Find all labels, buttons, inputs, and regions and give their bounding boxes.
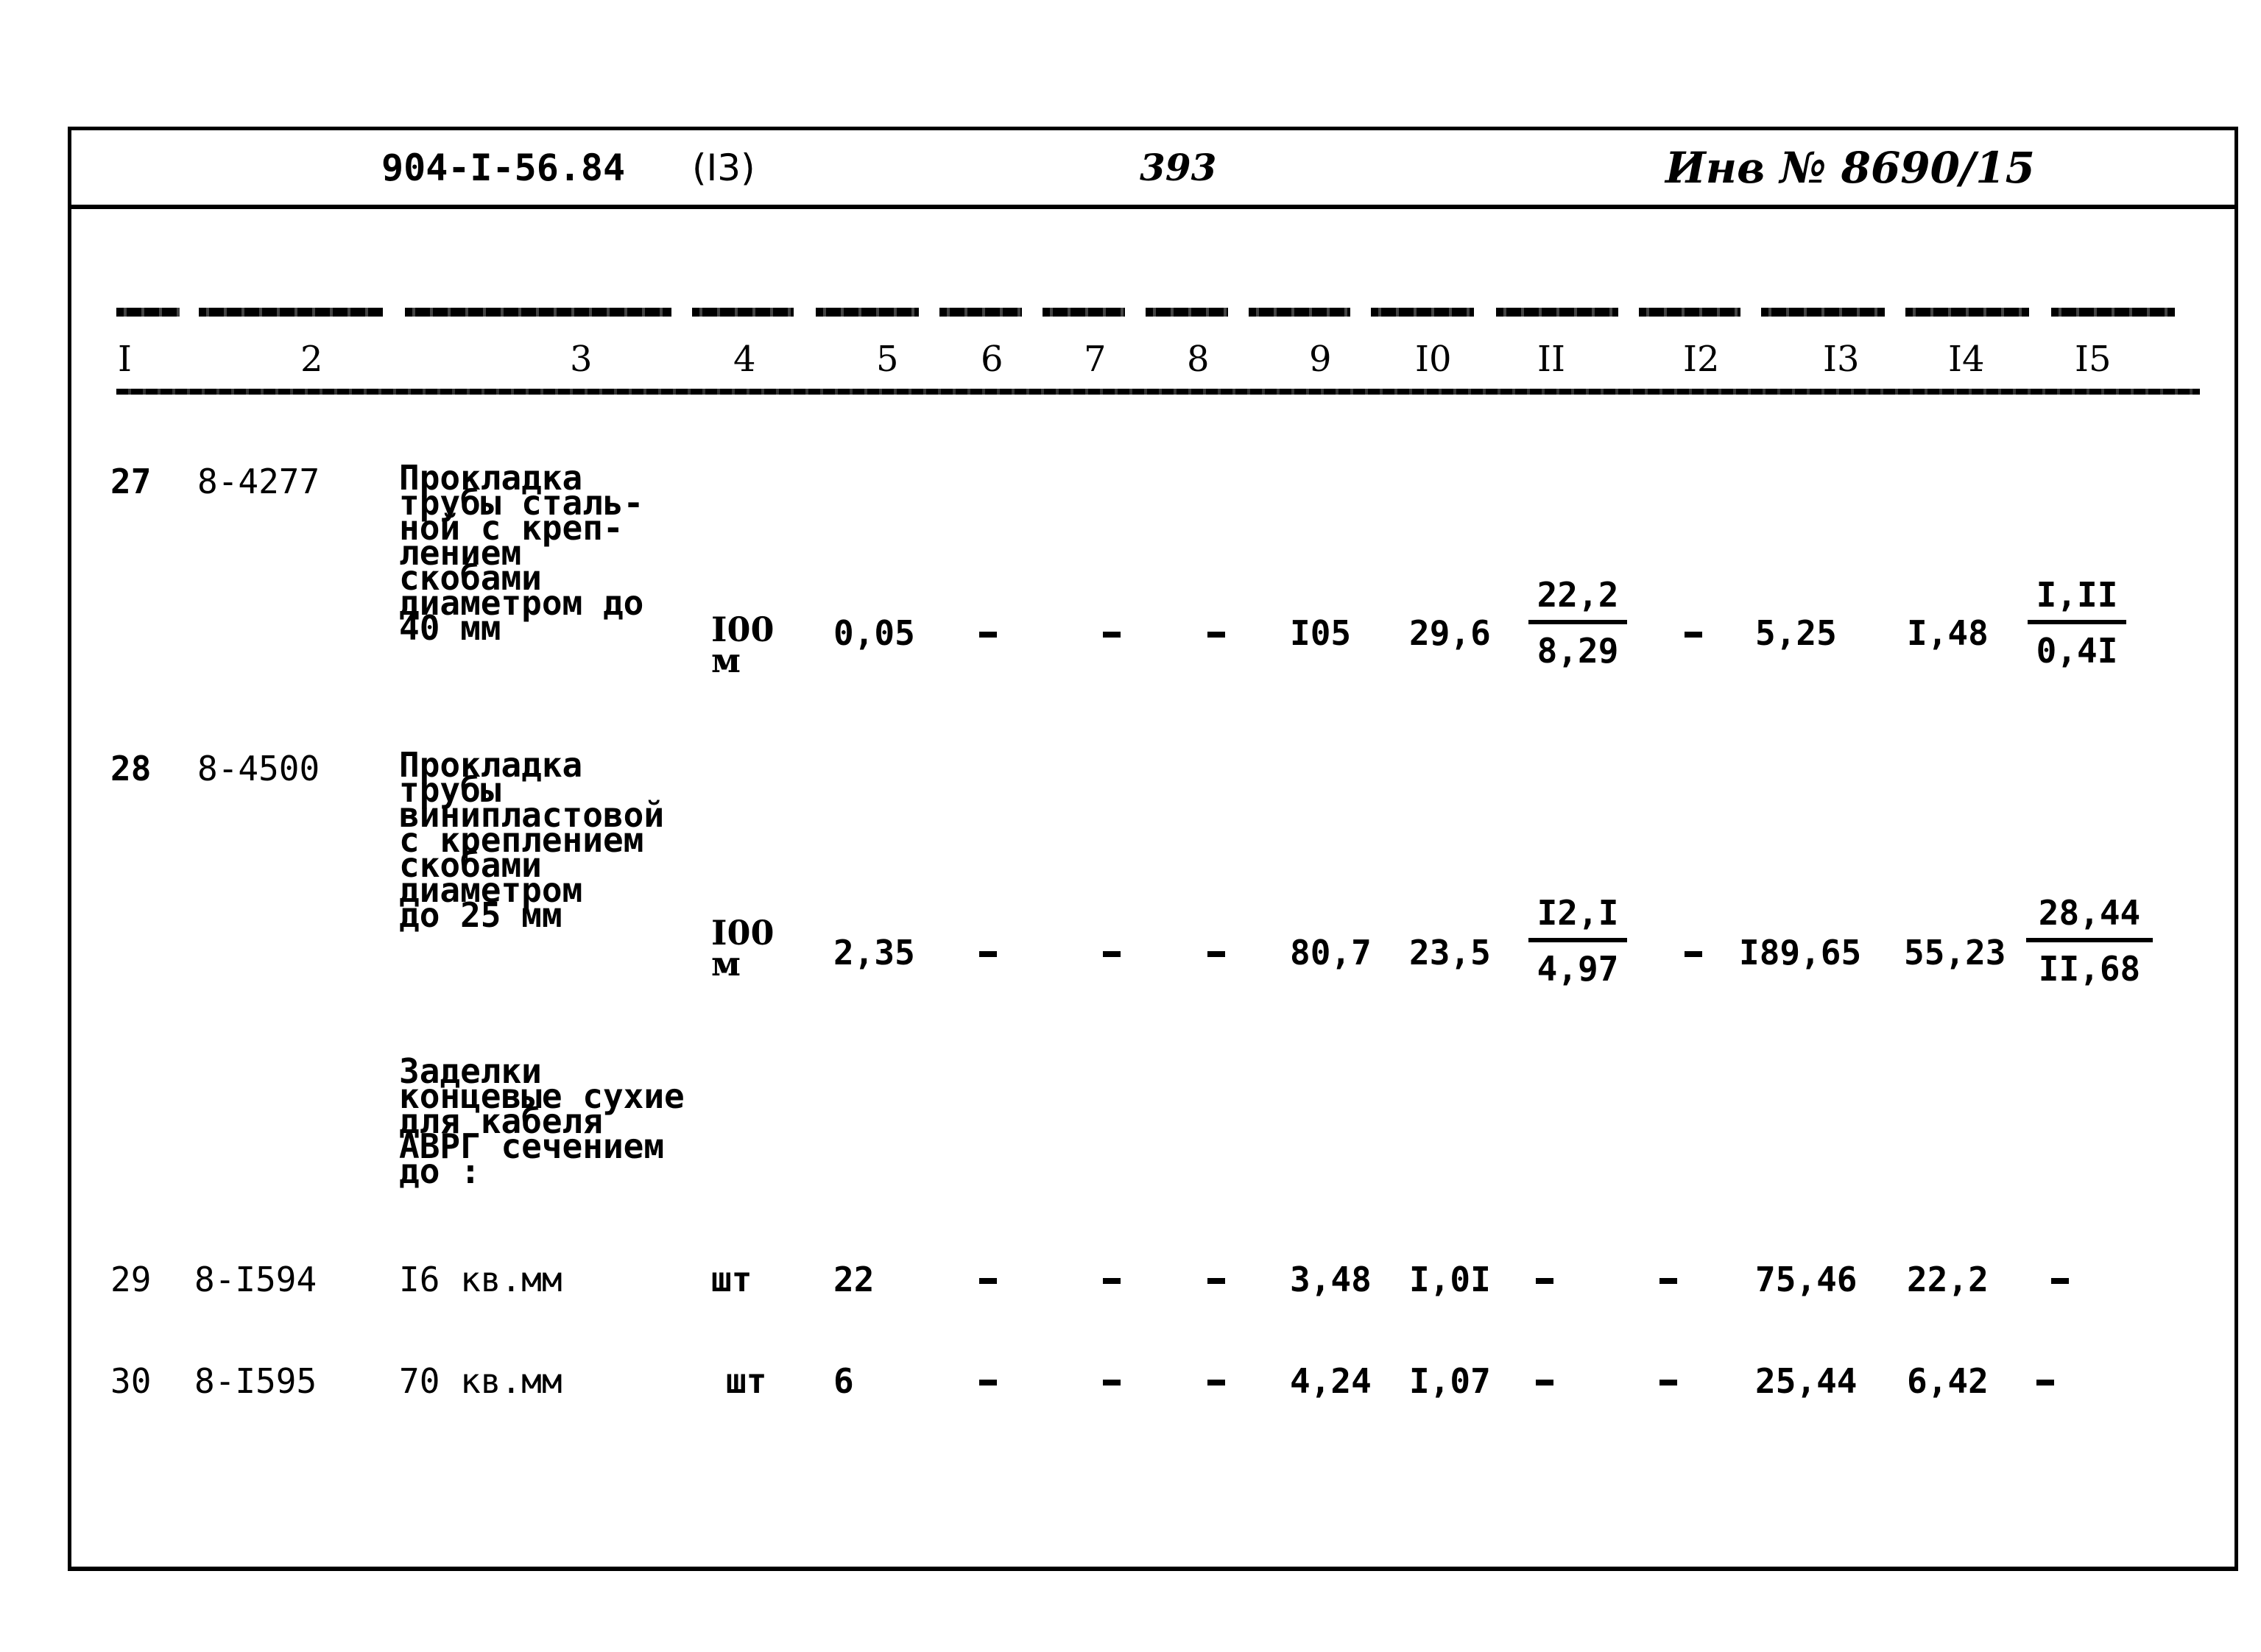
total-machine-fraction: [2026, 894, 2153, 988]
total-wage: 55,23: [1904, 933, 2006, 973]
column-rule: [939, 308, 1022, 317]
empty-dash: [1207, 632, 1225, 638]
column-rule: [405, 308, 671, 317]
title-divider: [71, 205, 2234, 209]
wage-cost: 29,6: [1409, 613, 1491, 653]
column-number: 7: [1084, 339, 1107, 380]
empty-dash: [1685, 951, 1702, 957]
row-number: 28: [110, 749, 152, 788]
quantity: 2,35: [833, 933, 915, 973]
quantity: 6: [833, 1361, 854, 1401]
rate-code: 8-I594: [194, 1260, 317, 1299]
unit-of-measure: шт: [711, 1260, 752, 1299]
column-number: I4: [1948, 339, 1985, 380]
rate-code: 8-I595: [194, 1361, 317, 1401]
quantity: 0,05: [833, 613, 915, 653]
fraction-numerator: I,II: [2036, 575, 2118, 615]
empty-dash: [979, 1278, 997, 1284]
quantity: 22: [833, 1260, 875, 1299]
row-number: 29: [110, 1260, 152, 1299]
total-cost: I89,65: [1739, 933, 1862, 973]
column-number: 9: [1309, 339, 1332, 380]
column-number: I2: [1683, 339, 1720, 380]
unit-cost: I05: [1290, 613, 1352, 653]
empty-dash: [1207, 1380, 1225, 1386]
total-cost: 75,46: [1755, 1260, 1858, 1299]
wage-cost: I,07: [1409, 1361, 1491, 1401]
column-rule: [116, 308, 180, 317]
total-cost: 25,44: [1755, 1361, 1858, 1401]
column-rule: [1249, 308, 1350, 317]
column-rule: [692, 308, 794, 317]
column-rule: [1905, 308, 2029, 317]
column-rule: [1043, 308, 1125, 317]
column-rule: [1146, 308, 1228, 317]
total-cost: 5,25: [1755, 613, 1837, 653]
column-number: I3: [1823, 339, 1860, 380]
empty-dash: [1685, 632, 1702, 638]
header-underline: [116, 389, 2200, 395]
column-number: II: [1537, 339, 1565, 380]
wage-cost: I,0I: [1409, 1260, 1491, 1299]
fraction-numerator: 22,2: [1537, 575, 1619, 615]
total-wage: 6,42: [1907, 1361, 1989, 1401]
column-number: I: [118, 339, 132, 380]
empty-dash: [1207, 1278, 1225, 1284]
page-number: 393: [1140, 146, 1217, 189]
fraction-denominator: II,68: [2038, 949, 2141, 989]
total-wage: 22,2: [1907, 1260, 1989, 1299]
fraction-bar: [2026, 938, 2153, 942]
total-machine-fraction: [2028, 576, 2126, 670]
empty-dash: [2051, 1278, 2069, 1284]
empty-dash: [1659, 1278, 1677, 1284]
empty-dash: [1103, 951, 1121, 957]
column-rule: [1639, 308, 1740, 317]
column-rule: [1761, 308, 1885, 317]
empty-dash: [1207, 951, 1225, 957]
row-number: 30: [110, 1361, 152, 1401]
row-number: 27: [110, 462, 152, 501]
machine-cost-fraction: [1528, 894, 1627, 988]
column-rule: [1371, 308, 1474, 317]
unit-cost: 4,24: [1290, 1361, 1372, 1401]
fraction-bar: [1528, 620, 1627, 624]
column-number: I5: [2075, 339, 2112, 380]
work-description: I6 кв.мм: [399, 1260, 562, 1299]
fraction-bar: [1528, 938, 1627, 942]
fraction-bar: [2028, 620, 2126, 624]
column-rule: [199, 308, 383, 317]
column-number: I0: [1415, 339, 1452, 380]
rate-code: 8-4500: [197, 749, 320, 788]
column-number: 4: [733, 339, 756, 380]
empty-dash: [1536, 1380, 1553, 1386]
fraction-denominator: 4,97: [1537, 949, 1619, 989]
empty-dash: [1103, 632, 1121, 638]
column-rule: [1496, 308, 1618, 317]
empty-dash: [1103, 1278, 1121, 1284]
document-frame: [68, 127, 2238, 1570]
unit-cost: 3,48: [1290, 1260, 1372, 1299]
wage-cost: 23,5: [1409, 933, 1491, 973]
fraction-denominator: 8,29: [1537, 631, 1619, 671]
sheet-part: (I3): [692, 147, 755, 189]
rate-code: 8-4277: [197, 462, 320, 501]
document-code: 904-I-56.84: [381, 147, 626, 189]
fraction-denominator: 0,4I: [2036, 631, 2118, 671]
column-number: 2: [300, 339, 323, 380]
inventory-number: Инв № 8690/15: [1665, 143, 2035, 193]
empty-dash: [979, 951, 997, 957]
column-number: 8: [1187, 339, 1210, 380]
empty-dash: [1659, 1380, 1677, 1386]
column-rule: [2051, 308, 2175, 317]
work-description: Прокладка трубы винипластовой с креплением скобами диаметром до 25 мм: [399, 745, 665, 935]
work-description: 70 кв.мм: [399, 1361, 562, 1401]
empty-dash: [979, 1380, 997, 1386]
column-rule: [816, 308, 919, 317]
machine-cost-fraction: [1528, 576, 1627, 670]
bottom-border: [68, 1567, 2238, 1571]
column-number: 3: [570, 339, 593, 380]
unit-of-measure: I00 м: [711, 913, 775, 984]
unit-of-measure: I00 м: [711, 610, 775, 680]
fraction-numerator: 28,44: [2038, 893, 2141, 933]
group-title: Заделки концевые сухие для кабеля АВРГ сечением до :: [399, 1051, 685, 1191]
unit-of-measure: шт: [726, 1361, 767, 1401]
empty-dash: [979, 632, 997, 638]
unit-cost: 80,7: [1290, 933, 1372, 973]
fraction-numerator: I2,I: [1537, 893, 1619, 933]
column-number: 6: [981, 339, 1003, 380]
total-wage: I,48: [1907, 613, 1989, 653]
empty-dash: [1536, 1278, 1553, 1284]
empty-dash: [2036, 1380, 2054, 1386]
column-number: 5: [876, 339, 899, 380]
empty-dash: [1103, 1380, 1121, 1386]
work-description: Прокладка трубы сталь- ной с креп- лением скобами диаметром до 40 мм: [399, 458, 644, 648]
